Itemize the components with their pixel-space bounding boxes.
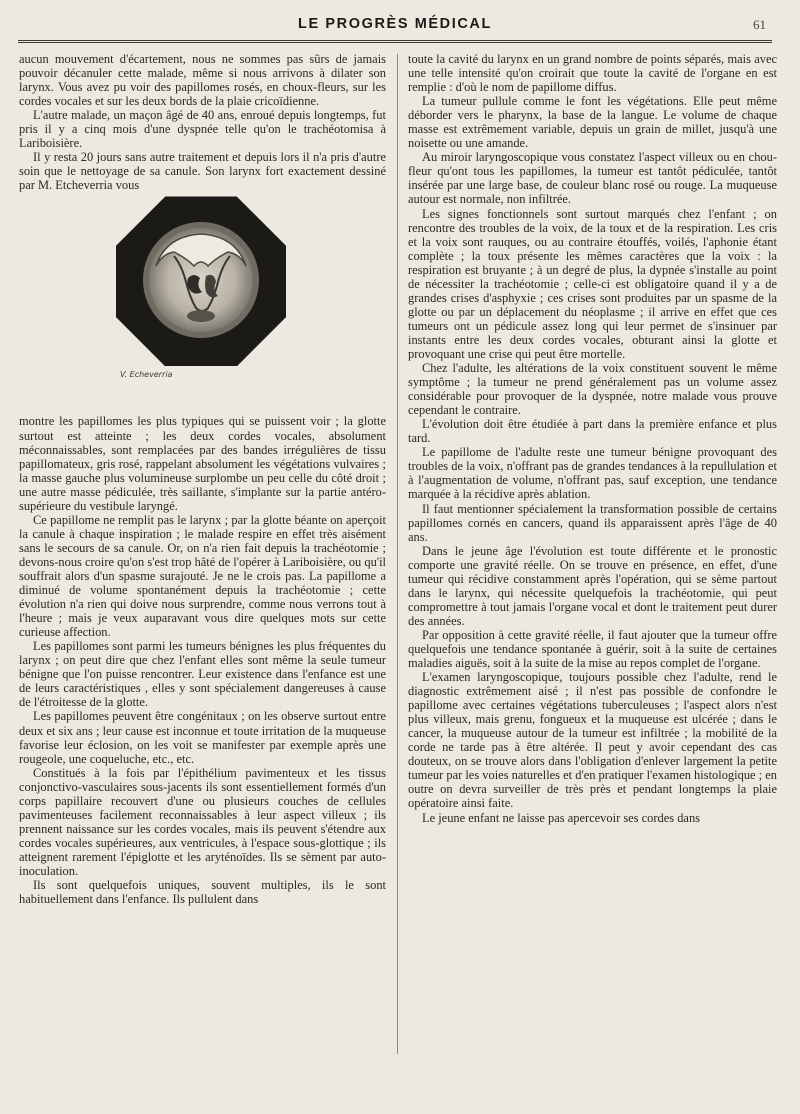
larynx-illustration bbox=[116, 196, 286, 366]
paragraph: Il faut mentionner spécialement la transformation possible de certains papillomes cornés en cancers, quand ils apparaissent après l'âge de 40 ans. bbox=[408, 501, 777, 544]
paragraph: La tumeur pullule comme le font les végétations. Elle peut même déborder vers le pharynx, la base de la langue. Le volume de chaque masse est extrêmement variable, depuis un grain de millet, jusqu'à une noisette ou une amande. bbox=[408, 94, 777, 151]
paragraph: Le papillome de l'adulte reste une tumeur bénigne provoquant des troubles de la voix, n'offrant pas de grandes tendances à la repullulation et à l'augmentation de volume, n'offrant pas, sauf exception, une tendance marquée à la récidive après ablation. bbox=[408, 445, 777, 502]
paragraph: Dans le jeune âge l'évolution est toute différente et le pronostic comporte une gravité réelle. On se trouve en présence, en effet, d'une tumeur qui récidive constamment après l'opération, qui se sème partout dans le larynx, qui nécessite quelquefois la trachéotomie, qui peut compromettre à tout jamais l'organe vocal et dont le traitement peut durer des années. bbox=[408, 543, 777, 628]
paragraph: Les papillomes peuvent être congénitaux ; on les observe surtout entre deux et six ans ; leur cause est inconnue et toute irritation de la muqueuse favorise leur éclosion, on les voit se manifester par exemple après une rougeole, une coqueluche, etc., etc. bbox=[19, 709, 386, 766]
paragraph: Ce papillome ne remplit pas le larynx ; par la glotte béante on aperçoit la canule à chaque inspiration ; le malade respire en effet très aisément sans le secours de sa canule. Or, on n'a rien fait depuis la trachéotomie ; devons-nous croire qu'on s'est trop hâté de l'opérer à Lariboisière, ou qu'il souffrait alors d'un spasme surajouté. Je ne le crois pas. La papillome a diminué de volume spontanément depuis la trachéotomie ; cette évolution n'a rien qui doive nous surprendre, comme nous verrons tout à l'heure ; mais je veux auparavant vous dire quelques mots sur cette curieuse affection. bbox=[19, 512, 386, 640]
journal-title: LE PROGRÈS MÉDICAL bbox=[298, 16, 492, 32]
paragraph: montre les papillomes les plus typiques qui se puissent voir ; la glotte surtout est atteinte ; les deux cordes vocales, absolument méconnaissables, sont remplacées par des bandes irrégulières de tissu papillomateux, gris rosé, rappelant absolument les végétations vulvaires ; la masse gauche plus volumineuse surplombe un peu celle du côté droit ; une autre masse pédiculée, très saillante, s'implante sur la partie antéro-supérieure du vestibule laryngé. bbox=[19, 414, 386, 513]
paragraph: aucun mouvement d'écartement, nous ne sommes pas sûrs de jamais pouvoir décanuler cette malade, même si nous arrivons à dilater son larynx. Vous avez pu voir des papillomes rosés, en choux-fleurs, sur les cordes vocales et sur les deux bords de la plaie cricoïdienne. bbox=[19, 52, 386, 109]
paragraph: Les papillomes sont parmi les tumeurs bénignes les plus fréquentes du larynx ; on peut dire que chez l'enfant elles sont même la seule tumeur bénigne que l'on puisse rencontrer. Leur existence dans l'enfance est une de leurs caractéristiques , elles y sont spécialement dangereuses à cause de l'étroitesse de la glotte. bbox=[19, 639, 386, 710]
paragraph: Ils sont quelquefois uniques, souvent multiples, ils le sont habituellement dans l'enfance. Ils pullulent dans bbox=[19, 878, 386, 907]
paragraph: Le jeune enfant ne laisse pas apercevoir ses cordes dans bbox=[422, 810, 700, 825]
paragraph: Au miroir laryngoscopique vous constatez l'aspect villeux ou en chou-fleur qu'ont tous les papillomes, la tumeur est tantôt pédiculée, tantôt insérée par une large base, de couleur blanc rosé ou rouge. La muqueuse autour est normale, non infiltrée. bbox=[408, 150, 777, 207]
artist-signature: V. Echeverria bbox=[120, 370, 173, 380]
paragraph: Chez l'adulte, les altérations de la voix constituent souvent le même symptôme ; la tumeur ne prend généralement pas un volume assez considérable pour provoquer de la dyspnée, notre malade vous prouve cependant le contraire. bbox=[408, 361, 777, 418]
column-divider bbox=[397, 54, 398, 1054]
paragraph: Les signes fonctionnels sont surtout marqués chez l'enfant ; on rencontre des troubles de la voix, de la toux et de la respiration. Les cris et la voix sont rauques, ou au contraire étouffés, voilés, l'aphonie étant complète ; la toux présente les mêmes caractères que la voix : la respiration est bruyante ; à un degré de plus, la dypnée s'installe au point de nécessiter la trachéotomie ; celle-ci est obligatoire quand il y a de grandes crises d'asphyxie ; ces crises sont produites par un spasme de la glotte ou par un déplacement du néoplasme ; il arrive en effet que ces tumeurs ont un pédicule assez long qui leur permet de s'insinuer par instants entre les deux cordes vocales, obturant ainsi la glotte et provoquant une crise qui peut être mortelle. bbox=[408, 206, 777, 361]
paragraph: Il y resta 20 jours sans autre traitement et depuis lors il n'a pris d'autre soin que le nettoyage de sa canule. Son larynx fort exactement dessiné par M. Etcheverria vous bbox=[19, 150, 386, 193]
left-column bbox=[19, 52, 386, 906]
header-rule bbox=[18, 40, 772, 43]
page-number: 61 bbox=[753, 17, 766, 32]
figure-caption bbox=[116, 366, 286, 384]
paragraph: Constitués à la fois par l'épithélium pavimenteux et les tissus conjonctivo-vasculaires sous-jacents ils sont essentiellement formés d'un corps papillaire recouvert d'une ou plusieurs couches de cellules pavimenteuses facilement reconnaissables à leur aspect villeux ; ils prennent naissance sur les cordes vocales, mais ils peuvent s'étendre aux cordes vocales supérieures, aux ventricules, à l'espace sous-glottique ; ils atteignent rarement l'épiglotte et les aryténoïdes. Ils se sèment par auto-inoculation. bbox=[19, 765, 386, 878]
canula bbox=[187, 310, 215, 322]
paragraph: L'autre malade, un maçon âgé de 40 ans, enroué depuis longtemps, fut pris il y a cinq mois d'une dyspnée telle qu'on le trachéotomisa à Lariboisière. bbox=[19, 108, 386, 151]
paragraph: toute la cavité du larynx en un grand nombre de points séparés, mais avec une telle intensité qu'on croirait que toute la cavité de l'organe en est remplie : d'où le nom de papillome diffus. bbox=[408, 52, 777, 95]
paragraph: L'examen laryngoscopique, toujours possible chez l'adulte, rend le diagnostic extrêmement aisé ; il n'est pas possible de confondre le papillome avec certaines végétations tuberculeuses ; l'aspect alors n'est plus villeux, mais grenu, fongueux et la muqueuse est ulcérée ; dans le cancer, la muqueuse autour de la tumeur est infiltrée ; la mobilité de la corde ne tarde pas à être altérée. Il peut y avoir cependant des cas douteux, on se trouve alors dans l'obligation d'enlever largement la petite tumeur par les voies naturelles et d'en pratiquer l'examen histologique ; en outre on devra surveiller de très près et pendant longtemps la plaie opératoire ainsi faite. bbox=[408, 670, 777, 811]
paragraph: Par opposition à cette gravité réelle, il faut ajouter que la tumeur offre quelquefois une tendance spontanée à guérir, soit à la suite de certaines maladies aiguës, soit à la suite de la mise au repos complet de l'organe. bbox=[408, 627, 777, 671]
larynx-drawing bbox=[116, 196, 286, 366]
running-head bbox=[18, 14, 772, 38]
paragraph: L'évolution doit être étudiée à part dans la première enfance et plus tard. bbox=[408, 417, 777, 446]
right-column bbox=[408, 52, 777, 825]
larynx-figure bbox=[19, 196, 386, 412]
